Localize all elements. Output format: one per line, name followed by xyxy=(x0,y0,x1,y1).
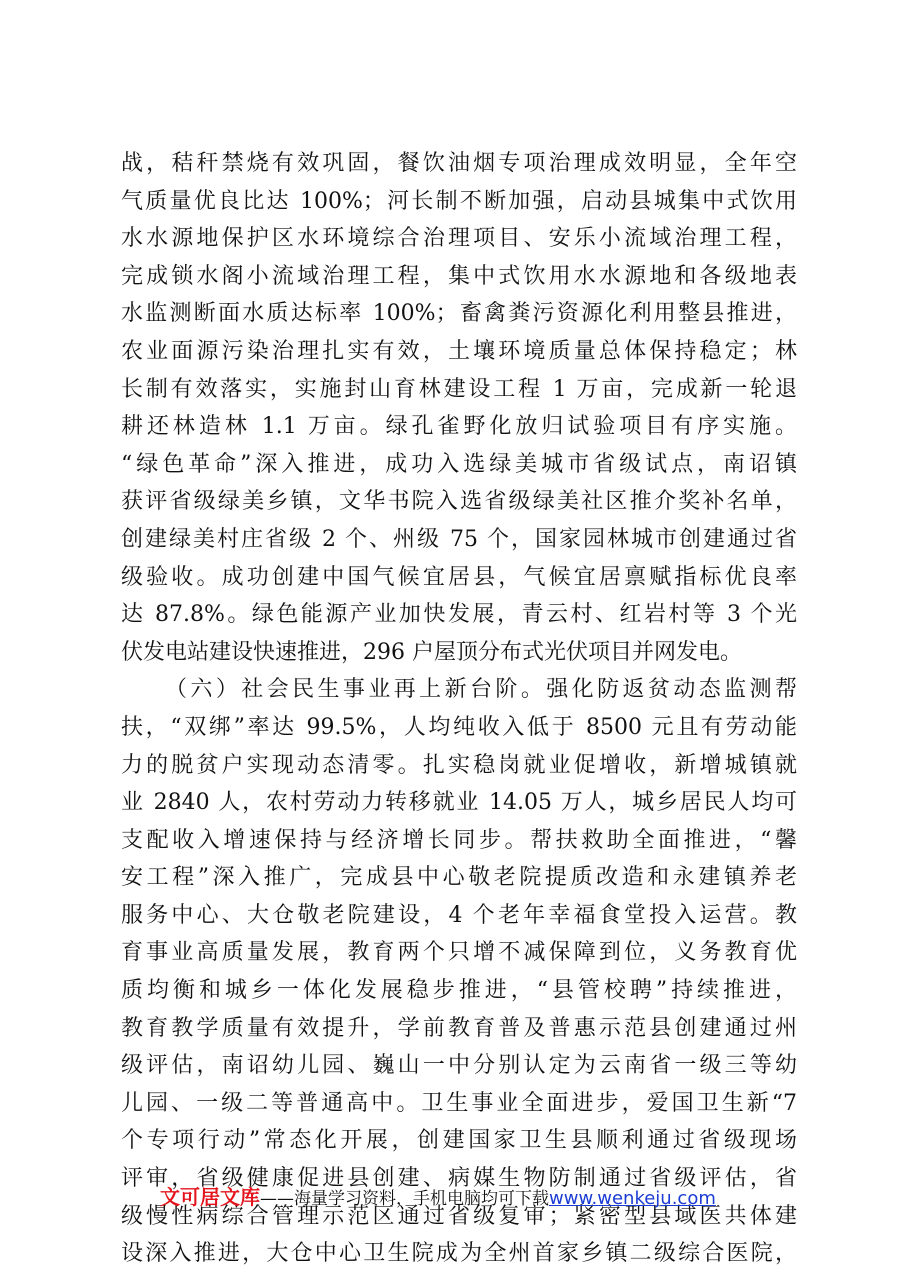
text-line: 安工程”深入推广，完成县中心敬老院提质改造和永建镇养老 xyxy=(121,865,797,891)
text-line: 长制有效落实，实施封山育林建设工程 1 万亩，完成新一轮退 xyxy=(121,376,797,402)
text-line: 获评省级绿美乡镇，文华书院入选省级绿美社区推介奖补名单， xyxy=(121,489,797,515)
text-line: 支配收入增速保持与经济增长同步。帮扶救助全面推进，“馨 xyxy=(121,827,797,853)
text-line: 业 2840 人，农村劳动力转移就业 14.05 万人，城乡居民人均可 xyxy=(121,790,797,816)
text-line: 设深入推进，大仓中心卫生院成为全州首家乡镇二级综合医院， xyxy=(121,1241,797,1267)
text-line: 伏发电站建设快速推进，296 户屋顶分布式光伏项目并网发电。 xyxy=(121,639,742,665)
footer-slogan: ——海量学习资料，手机电脑均可下载 xyxy=(260,1189,549,1209)
text-line: 达 87.8%。绿色能源产业加快发展，青云村、红岩村等 3 个光 xyxy=(121,602,797,628)
text-line: 耕还林造林 1.1 万亩。绿孔雀野化放归试验项目有序实施。 xyxy=(121,414,797,440)
text-line: 级评估，南诏幼儿园、巍山一中分别认定为云南省一级三等幼 xyxy=(121,1053,797,1079)
footer-banner xyxy=(160,1180,716,1214)
text-line: 质均衡和城乡一体化发展稳步推进，“县管校聘”持续推进， xyxy=(121,978,797,1004)
text-line: 级慢性病综合管理示范区通过省级复审；紧密型县域医共体建 xyxy=(121,1203,797,1229)
text-line: 级验收。成功创建中国气候宜居县，气候宜居禀赋指标优良率 xyxy=(121,564,797,590)
text-line: “绿色革命”深入推进，成功入选绿美城市省级试点，南诏镇 xyxy=(121,451,797,477)
text-line: 完成锁水阁小流域治理工程，集中式饮用水水源地和各级地表 xyxy=(121,263,797,289)
brand-name: 文可居文库 xyxy=(160,1185,260,1209)
text-line: 创建绿美村庄省级 2 个、州级 75 个，国家园林城市创建通过省 xyxy=(121,526,797,552)
section-heading-line: （六）社会民生事业再上新台阶。强化防返贫动态监测帮 xyxy=(165,677,797,703)
text-line: 个专项行动”常态化开展，创建国家卫生县顺利通过省级现场 xyxy=(121,1128,797,1154)
website-link[interactable]: www.wenkeju.com xyxy=(549,1188,716,1209)
text-line: 服务中心、大仓敬老院建设，4 个老年幸福食堂投入运营。教 xyxy=(121,902,797,928)
body-text xyxy=(121,145,797,1273)
text-line: 教育教学质量有效提升，学前教育普及普惠示范县创建通过州 xyxy=(121,1015,797,1041)
text-line: 儿园、一级二等普通高中。卫生事业全面进步，爱国卫生新“7 xyxy=(121,1090,797,1116)
text-line: 农业面源污染治理扎实有效，土壤环境质量总体保持稳定；林 xyxy=(121,338,797,364)
text-line: 育事业高质量发展，教育两个只增不减保障到位，义务教育优 xyxy=(121,940,797,966)
text-line: 战，秸秆禁烧有效巩固，餐饮油烟专项治理成效明显，全年空 xyxy=(121,151,797,176)
text-line: 力的脱贫户实现动态清零。扎实稳岗就业促增收，新增城镇就 xyxy=(121,752,797,778)
text-line: 水水源地保护区水环境综合治理项目、安乐小流域治理工程， xyxy=(121,226,797,252)
text-line: 评审，省级健康促进县创建、病媒生物防制通过省级评估，省 xyxy=(121,1166,797,1192)
text-line: 水监测断面水质达标率 100%；畜禽粪污资源化利用整县推进， xyxy=(121,301,797,327)
text-line: 扶，“双绑”率达 99.5%，人均纯收入低于 8500 元且有劳动能 xyxy=(121,714,797,740)
text-line: 气质量优良比达 100%；河长制不断加强，启动县城集中式饮用 xyxy=(121,188,797,214)
